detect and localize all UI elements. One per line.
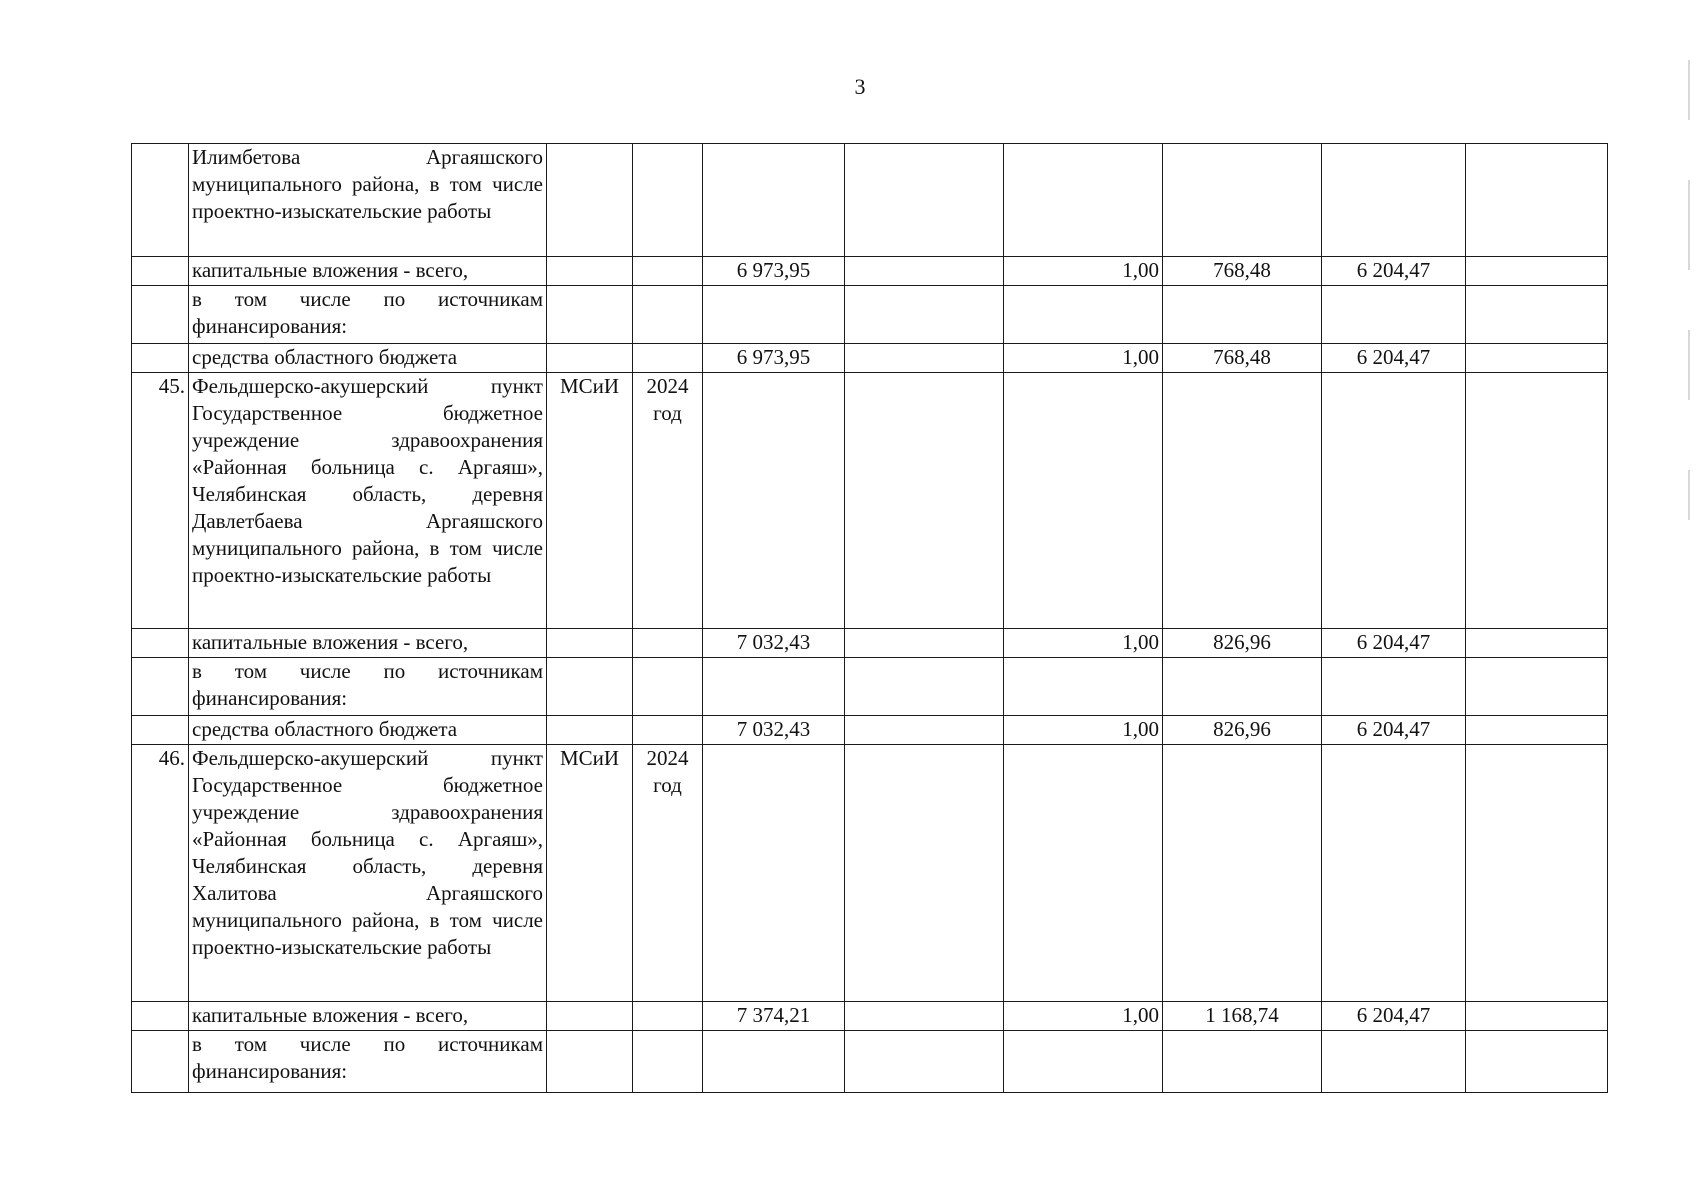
total-cell	[703, 658, 845, 716]
total-cell	[703, 1031, 845, 1093]
table-row	[132, 658, 1608, 716]
year-cell	[633, 286, 703, 344]
year-cell: 2024 год	[633, 373, 703, 629]
scan-artifact	[1688, 470, 1690, 520]
table-row	[132, 629, 1608, 658]
year-cell: 2024 год	[633, 745, 703, 1002]
value-cell-7	[1163, 286, 1322, 344]
description-cell: Илимбетова Аргаяшского муниципального района, в том числе проектно-изыскательские работы	[189, 144, 547, 257]
value-cell-6	[1004, 745, 1163, 1002]
description-cell: в том числе по источникам финансирования:	[189, 1031, 547, 1093]
description-cell: Фельдшерско-акушерский пункт Государственное бюджетное учреждение здравоохранения «Районная больница с. Аргаяш», Челябинская область, деревня Халитова Аргаяшского муниципального района, в том числе проектно-изыскательские работы	[189, 745, 547, 1002]
description-cell: капитальные вложения - всего,	[189, 257, 547, 286]
description-cell: Фельдшерско-акушерский пункт Государственное бюджетное учреждение здравоохранения «Районная больница с. Аргаяш», Челябинская область, деревня Давлетбаева Аргаяшского муниципального района, в том числе проектно-изыскательские работы	[189, 373, 547, 629]
row-number-cell	[132, 629, 189, 658]
table-row	[132, 286, 1608, 344]
value-cell-5	[845, 344, 1004, 373]
value-cell-5	[845, 1002, 1004, 1031]
value-cell-5	[845, 286, 1004, 344]
value-cell-8: 6 204,47	[1322, 1002, 1466, 1031]
value-cell-7: 826,96	[1163, 716, 1322, 745]
table-row	[132, 716, 1608, 745]
page-number: 3	[854, 74, 866, 99]
value-cell-7	[1163, 144, 1322, 257]
value-cell-8: 6 204,47	[1322, 344, 1466, 373]
value-cell-9	[1466, 745, 1608, 1002]
value-cell-7: 768,48	[1163, 257, 1322, 286]
value-cell-6: 1,00	[1004, 257, 1163, 286]
responsible-cell	[547, 658, 633, 716]
value-cell-6	[1004, 1031, 1163, 1093]
year-cell	[633, 658, 703, 716]
table-body	[132, 144, 1608, 1093]
value-cell-8: 6 204,47	[1322, 257, 1466, 286]
value-cell-9	[1466, 257, 1608, 286]
value-cell-8	[1322, 286, 1466, 344]
value-cell-9	[1466, 716, 1608, 745]
value-cell-8	[1322, 373, 1466, 629]
value-cell-7	[1163, 1031, 1322, 1093]
value-cell-5	[845, 745, 1004, 1002]
responsible-cell: МСиИ	[547, 373, 633, 629]
value-cell-6: 1,00	[1004, 344, 1163, 373]
value-cell-9	[1466, 1031, 1608, 1093]
table-row	[132, 1002, 1608, 1031]
total-cell: 6 973,95	[703, 257, 845, 286]
scan-artifact	[1688, 60, 1690, 120]
row-number-cell	[132, 144, 189, 257]
table-row	[132, 745, 1608, 1002]
year-cell	[633, 716, 703, 745]
value-cell-5	[845, 373, 1004, 629]
total-cell: 7 374,21	[703, 1002, 845, 1031]
value-cell-7	[1163, 745, 1322, 1002]
row-number-cell	[132, 716, 189, 745]
value-cell-7	[1163, 658, 1322, 716]
description-cell: капитальные вложения - всего,	[189, 629, 547, 658]
total-cell	[703, 144, 845, 257]
total-cell: 7 032,43	[703, 629, 845, 658]
value-cell-5	[845, 658, 1004, 716]
value-cell-5	[845, 1031, 1004, 1093]
description-cell: в том числе по источникам финансирования:	[189, 286, 547, 344]
value-cell-9	[1466, 658, 1608, 716]
value-cell-9	[1466, 344, 1608, 373]
value-cell-8: 6 204,47	[1322, 716, 1466, 745]
value-cell-6: 1,00	[1004, 716, 1163, 745]
scan-artifact	[1688, 330, 1690, 400]
value-cell-8	[1322, 144, 1466, 257]
value-cell-6	[1004, 144, 1163, 257]
table-row	[132, 344, 1608, 373]
value-cell-6	[1004, 286, 1163, 344]
row-number-cell	[132, 344, 189, 373]
value-cell-7	[1163, 373, 1322, 629]
value-cell-5	[845, 629, 1004, 658]
responsible-cell	[547, 629, 633, 658]
responsible-cell	[547, 257, 633, 286]
value-cell-5	[845, 257, 1004, 286]
value-cell-6	[1004, 658, 1163, 716]
description-cell: средства областного бюджета	[189, 716, 547, 745]
value-cell-9	[1466, 1002, 1608, 1031]
row-number-cell	[132, 1002, 189, 1031]
year-cell	[633, 1002, 703, 1031]
row-number-cell: 45.	[132, 373, 189, 629]
responsible-cell	[547, 1002, 633, 1031]
row-number-cell	[132, 286, 189, 344]
total-cell: 7 032,43	[703, 716, 845, 745]
responsible-cell: МСиИ	[547, 745, 633, 1002]
value-cell-9	[1466, 629, 1608, 658]
year-cell	[633, 1031, 703, 1093]
row-number-cell	[132, 658, 189, 716]
description-cell: в том числе по источникам финансирования:	[189, 658, 547, 716]
description-cell: капитальные вложения - всего,	[189, 1002, 547, 1031]
value-cell-6: 1,00	[1004, 629, 1163, 658]
value-cell-5	[845, 144, 1004, 257]
table-row	[132, 144, 1608, 257]
responsible-cell	[547, 1031, 633, 1093]
value-cell-8	[1322, 658, 1466, 716]
total-cell	[703, 373, 845, 629]
table-row	[132, 257, 1608, 286]
total-cell: 6 973,95	[703, 344, 845, 373]
table-row	[132, 1031, 1608, 1093]
value-cell-7: 768,48	[1163, 344, 1322, 373]
responsible-cell	[547, 144, 633, 257]
responsible-cell	[547, 286, 633, 344]
value-cell-9	[1466, 373, 1608, 629]
value-cell-9	[1466, 144, 1608, 257]
value-cell-5	[845, 716, 1004, 745]
investment-table	[131, 143, 1608, 1093]
total-cell	[703, 745, 845, 1002]
year-cell	[633, 344, 703, 373]
scan-artifact	[1688, 180, 1690, 270]
responsible-cell	[547, 716, 633, 745]
value-cell-8	[1322, 745, 1466, 1002]
value-cell-8	[1322, 1031, 1466, 1093]
row-number-cell	[132, 1031, 189, 1093]
description-cell: средства областного бюджета	[189, 344, 547, 373]
responsible-cell	[547, 344, 633, 373]
value-cell-7: 826,96	[1163, 629, 1322, 658]
value-cell-8: 6 204,47	[1322, 629, 1466, 658]
year-cell	[633, 257, 703, 286]
row-number-cell	[132, 257, 189, 286]
value-cell-9	[1466, 286, 1608, 344]
total-cell	[703, 286, 845, 344]
value-cell-6	[1004, 373, 1163, 629]
year-cell	[633, 144, 703, 257]
value-cell-7: 1 168,74	[1163, 1002, 1322, 1031]
table-row	[132, 373, 1608, 629]
year-cell	[633, 629, 703, 658]
value-cell-6: 1,00	[1004, 1002, 1163, 1031]
row-number-cell: 46.	[132, 745, 189, 1002]
